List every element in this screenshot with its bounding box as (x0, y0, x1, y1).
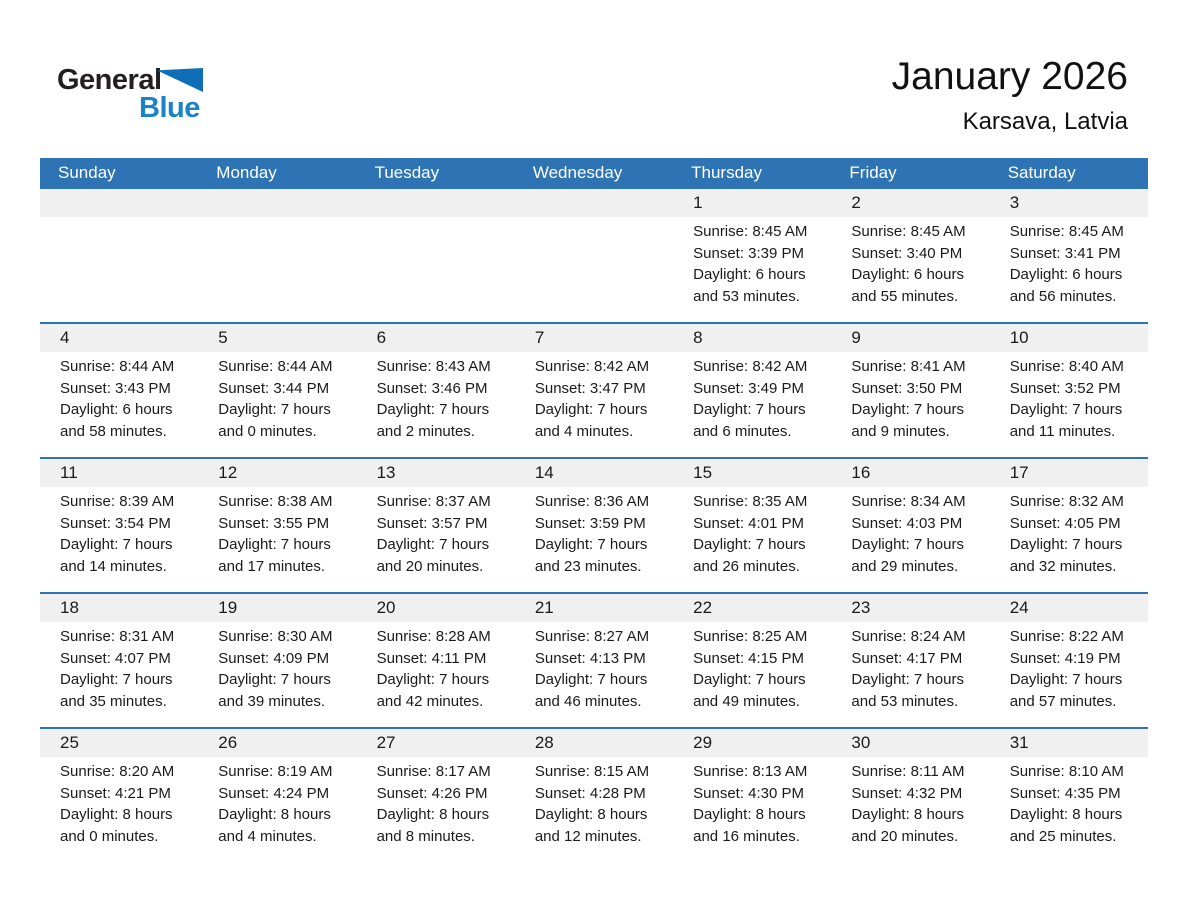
day-cell-details (357, 757, 515, 847)
day-cell-details (990, 352, 1148, 442)
sunrise-text: Sunrise: 8:42 AM (534, 358, 650, 375)
day-cell (198, 458, 356, 593)
day-cell (515, 593, 673, 728)
day-header-monday: Monday (198, 158, 356, 188)
day-number-band (831, 459, 989, 487)
day-number: 10 (1009, 328, 1029, 347)
day-cell-details (990, 757, 1148, 847)
day-number: 28 (534, 733, 554, 752)
day-number-band (40, 729, 198, 757)
day-number-band (357, 459, 515, 487)
day-number: 14 (534, 463, 554, 482)
daylight-text-line1: Daylight: 7 hours (534, 671, 648, 688)
day-header-wednesday: Wednesday (515, 158, 673, 188)
daylight-text-line2: and 53 minutes. (693, 287, 800, 305)
daylight-text-line2: and 42 minutes. (376, 692, 484, 710)
daylight-text-line1: Daylight: 8 hours (60, 806, 173, 823)
daylight-text-line1: Daylight: 7 hours (693, 536, 806, 553)
daylight-text-line1: Daylight: 7 hours (218, 536, 331, 553)
day-number-band (831, 729, 989, 757)
day-cell-details (515, 352, 673, 442)
sunset-text: Sunset: 4:26 PM (376, 784, 488, 802)
day-number: 13 (376, 463, 396, 482)
daylight-text-line2: and 9 minutes. (851, 422, 950, 440)
daylight-text-line2: and 6 minutes. (693, 422, 792, 440)
day-number: 27 (376, 733, 396, 752)
day-cell (673, 458, 831, 593)
sunrise-text: Sunrise: 8:31 AM (60, 628, 175, 645)
week-row (40, 323, 1148, 458)
sunset-text: Sunset: 3:47 PM (534, 379, 646, 397)
day-header-saturday: Saturday (990, 158, 1148, 188)
empty-day-cell (515, 188, 673, 323)
day-cell (40, 593, 198, 728)
sunset-text: Sunset: 3:59 PM (534, 514, 646, 532)
day-cell-details (673, 622, 831, 712)
page-title: January 2026 (891, 55, 1128, 98)
sunrise-text: Sunrise: 8:44 AM (218, 358, 333, 375)
daylight-text-line1: Daylight: 7 hours (1009, 401, 1123, 418)
daylight-text-line1: Daylight: 7 hours (376, 536, 490, 553)
daylight-text-line2: and 56 minutes. (1009, 287, 1117, 305)
sunset-text: Sunset: 3:46 PM (376, 379, 488, 397)
day-cell (357, 593, 515, 728)
day-number: 15 (693, 463, 713, 482)
daylight-text-line1: Daylight: 7 hours (1009, 671, 1123, 688)
day-number: 9 (851, 328, 861, 347)
day-cell (515, 458, 673, 593)
day-cell (357, 728, 515, 863)
day-cell-details (831, 352, 989, 442)
daylight-text-line1: Daylight: 8 hours (693, 806, 806, 823)
week-row (40, 188, 1148, 323)
daylight-text-line1: Daylight: 8 hours (376, 806, 490, 823)
daylight-text-line2: and 57 minutes. (1009, 692, 1117, 710)
daylight-text-line1: Daylight: 6 hours (1009, 266, 1123, 283)
day-cell (990, 458, 1148, 593)
sunrise-text: Sunrise: 8:36 AM (534, 493, 650, 510)
sunset-text: Sunset: 4:15 PM (693, 649, 805, 667)
sunset-text: Sunset: 4:09 PM (218, 649, 330, 667)
day-cell-details (40, 352, 198, 442)
sunrise-text: Sunrise: 8:35 AM (693, 493, 808, 510)
daylight-text-line2: and 14 minutes. (60, 557, 167, 575)
daylight-text-line1: Daylight: 7 hours (851, 401, 964, 418)
sunset-text: Sunset: 4:11 PM (376, 649, 487, 667)
day-cell-details (515, 487, 673, 577)
day-number-band (990, 459, 1148, 487)
day-cell-details (198, 217, 356, 221)
daylight-text-line2: and 46 minutes. (534, 692, 642, 710)
day-number-band (357, 594, 515, 622)
day-number-band (515, 594, 673, 622)
day-number: 19 (218, 598, 238, 617)
day-cell (990, 728, 1148, 863)
day-number-band (673, 324, 831, 352)
daylight-text-line1: Daylight: 7 hours (693, 401, 806, 418)
daylight-text-line1: Daylight: 7 hours (534, 536, 648, 553)
day-cell (831, 728, 989, 863)
sunset-text: Sunset: 4:35 PM (1009, 784, 1121, 802)
day-cell-details (515, 757, 673, 847)
day-number: 21 (534, 598, 554, 617)
day-number: 7 (534, 328, 545, 347)
sunrise-text: Sunrise: 8:24 AM (851, 628, 966, 645)
day-number-band (40, 324, 198, 352)
week-row (40, 593, 1148, 728)
day-cell (357, 458, 515, 593)
sunrise-text: Sunrise: 8:43 AM (376, 358, 491, 375)
day-cell-details (357, 352, 515, 442)
daylight-text-line1: Daylight: 8 hours (534, 806, 648, 823)
daylight-text-line1: Daylight: 7 hours (60, 536, 173, 553)
daylight-text-line2: and 20 minutes. (376, 557, 484, 575)
day-number: 24 (1009, 598, 1029, 617)
daylight-text-line1: Daylight: 7 hours (218, 401, 331, 418)
daylight-text-line2: and 4 minutes. (534, 422, 634, 440)
daylight-text-line2: and 8 minutes. (376, 827, 475, 845)
sunrise-text: Sunrise: 8:20 AM (60, 763, 175, 780)
daylight-text-line2: and 53 minutes. (851, 692, 959, 710)
day-cell (198, 728, 356, 863)
day-cell (831, 593, 989, 728)
day-cell (990, 593, 1148, 728)
day-cell-details (40, 217, 198, 221)
sunset-text: Sunset: 4:17 PM (851, 649, 963, 667)
week-row (40, 458, 1148, 593)
daylight-text-line2: and 2 minutes. (376, 422, 475, 440)
day-cell (673, 188, 831, 323)
day-number-band (515, 459, 673, 487)
day-cell-details (357, 622, 515, 712)
title-block (892, 55, 1128, 136)
sunset-text: Sunset: 4:32 PM (851, 784, 963, 802)
sunset-text: Sunset: 3:41 PM (1009, 244, 1121, 262)
day-cell-details (40, 622, 198, 712)
day-cell-details (198, 487, 356, 577)
sunrise-text: Sunrise: 8:10 AM (1009, 763, 1124, 780)
daylight-text-line2: and 0 minutes. (60, 827, 159, 845)
day-cell-details (831, 622, 989, 712)
daylight-text-line2: and 55 minutes. (851, 287, 959, 305)
day-number: 31 (1009, 733, 1029, 752)
day-cell (831, 323, 989, 458)
daylight-text-line2: and 4 minutes. (218, 827, 317, 845)
day-cell-details (673, 487, 831, 577)
day-number: 16 (851, 463, 871, 482)
sunset-text: Sunset: 3:52 PM (1009, 379, 1121, 397)
day-cell (990, 188, 1148, 323)
daylight-text-line2: and 25 minutes. (1009, 827, 1117, 845)
day-number-band (673, 189, 831, 217)
sunrise-text: Sunrise: 8:22 AM (1009, 628, 1124, 645)
day-number-band (198, 324, 356, 352)
day-cell-details (515, 622, 673, 712)
day-header-thursday: Thursday (673, 158, 831, 188)
sunrise-text: Sunrise: 8:42 AM (693, 358, 808, 375)
sunset-text: Sunset: 3:57 PM (376, 514, 488, 532)
sunset-text: Sunset: 4:01 PM (693, 514, 805, 532)
sunrise-text: Sunrise: 8:45 AM (1009, 223, 1124, 240)
sunset-text: Sunset: 4:30 PM (693, 784, 805, 802)
sunrise-text: Sunrise: 8:34 AM (851, 493, 966, 510)
day-cell-details (515, 217, 673, 221)
day-number-band (515, 729, 673, 757)
day-number: 20 (376, 598, 396, 617)
day-number-band (40, 459, 198, 487)
day-cell (40, 728, 198, 863)
day-number: 12 (218, 463, 238, 482)
day-cell (831, 188, 989, 323)
day-cell-details (357, 487, 515, 577)
sunrise-text: Sunrise: 8:30 AM (218, 628, 333, 645)
day-number-band (40, 189, 198, 217)
sunrise-text: Sunrise: 8:19 AM (218, 763, 333, 780)
daylight-text-line1: Daylight: 7 hours (693, 671, 806, 688)
day-number: 26 (218, 733, 238, 752)
day-number: 8 (693, 328, 703, 347)
day-cell-details (990, 622, 1148, 712)
week-row (40, 728, 1148, 863)
daylight-text-line2: and 23 minutes. (534, 557, 642, 575)
day-cell-details (990, 217, 1148, 307)
day-number: 17 (1009, 463, 1029, 482)
sunrise-text: Sunrise: 8:44 AM (60, 358, 175, 375)
sunrise-text: Sunrise: 8:15 AM (534, 763, 650, 780)
sunset-text: Sunset: 4:24 PM (218, 784, 330, 802)
day-number-band (40, 594, 198, 622)
calendar-table (40, 158, 1148, 863)
day-number-band (673, 459, 831, 487)
sunrise-text: Sunrise: 8:32 AM (1009, 493, 1124, 510)
daylight-text-line1: Daylight: 8 hours (218, 806, 331, 823)
day-number-band (673, 729, 831, 757)
sunrise-text: Sunrise: 8:39 AM (60, 493, 175, 510)
daylight-text-line2: and 20 minutes. (851, 827, 959, 845)
day-number: 30 (851, 733, 871, 752)
day-cell-details (673, 757, 831, 847)
logo-triangle-icon (157, 68, 203, 92)
daylight-text-line1: Daylight: 6 hours (60, 401, 173, 418)
day-cell-details (831, 757, 989, 847)
day-number: 4 (60, 328, 70, 347)
day-cell (515, 728, 673, 863)
day-cell (515, 323, 673, 458)
day-cell-details (357, 217, 515, 221)
sunset-text: Sunset: 3:40 PM (851, 244, 963, 262)
day-cell-details (40, 487, 198, 577)
sunset-text: Sunset: 4:03 PM (851, 514, 963, 532)
daylight-text-line2: and 39 minutes. (218, 692, 326, 710)
day-number-band (198, 189, 356, 217)
day-cell (357, 323, 515, 458)
daylight-text-line2: and 11 minutes. (1009, 422, 1116, 440)
daylight-text-line2: and 0 minutes. (218, 422, 317, 440)
sunset-text: Sunset: 4:07 PM (60, 649, 171, 667)
sunset-text: Sunset: 3:54 PM (60, 514, 171, 532)
daylight-text-line1: Daylight: 7 hours (376, 401, 490, 418)
daylight-text-line1: Daylight: 8 hours (1009, 806, 1123, 823)
sunset-text: Sunset: 3:43 PM (60, 379, 171, 397)
daylight-text-line2: and 58 minutes. (60, 422, 167, 440)
logo-text-general: General (57, 64, 162, 96)
day-number-band (990, 189, 1148, 217)
day-number-band (357, 189, 515, 217)
day-cell-details (831, 217, 989, 307)
sunrise-text: Sunrise: 8:25 AM (693, 628, 808, 645)
day-number-band (990, 594, 1148, 622)
empty-day-cell (357, 188, 515, 323)
daylight-text-line2: and 16 minutes. (693, 827, 800, 845)
day-cell (198, 323, 356, 458)
daylight-text-line1: Daylight: 7 hours (1009, 536, 1123, 553)
day-number-band (198, 729, 356, 757)
calendar-header-row (40, 158, 1148, 188)
sunrise-text: Sunrise: 8:41 AM (851, 358, 966, 375)
daylight-text-line1: Daylight: 7 hours (376, 671, 490, 688)
logo-text-blue: Blue (139, 92, 200, 124)
sunset-text: Sunset: 3:44 PM (218, 379, 330, 397)
day-number-band (831, 324, 989, 352)
sunset-text: Sunset: 4:28 PM (534, 784, 646, 802)
daylight-text-line2: and 49 minutes. (693, 692, 800, 710)
sunrise-text: Sunrise: 8:13 AM (693, 763, 808, 780)
day-number: 23 (851, 598, 871, 617)
day-number: 3 (1009, 193, 1020, 212)
sunset-text: Sunset: 3:50 PM (851, 379, 963, 397)
day-cell (990, 323, 1148, 458)
day-number-band (673, 594, 831, 622)
sunset-text: Sunset: 4:13 PM (534, 649, 646, 667)
day-header-sunday: Sunday (40, 158, 198, 188)
daylight-text-line2: and 35 minutes. (60, 692, 167, 710)
sunset-text: Sunset: 3:55 PM (218, 514, 330, 532)
day-number-band (198, 459, 356, 487)
day-number: 25 (60, 733, 79, 752)
daylight-text-line2: and 12 minutes. (534, 827, 642, 845)
empty-day-cell (40, 188, 198, 323)
day-cell-details (831, 487, 989, 577)
sunset-text: Sunset: 3:49 PM (693, 379, 805, 397)
daylight-text-line1: Daylight: 7 hours (218, 671, 331, 688)
day-cell-details (673, 217, 831, 307)
day-cell (673, 728, 831, 863)
day-cell (673, 323, 831, 458)
daylight-text-line1: Daylight: 7 hours (851, 536, 964, 553)
daylight-text-line1: Daylight: 7 hours (851, 671, 964, 688)
day-number-band (357, 324, 515, 352)
sunrise-text: Sunrise: 8:27 AM (534, 628, 650, 645)
daylight-text-line1: Daylight: 8 hours (851, 806, 964, 823)
daylight-text-line1: Daylight: 7 hours (60, 671, 173, 688)
day-number-band (198, 594, 356, 622)
daylight-text-line2: and 29 minutes. (851, 557, 959, 575)
daylight-text-line2: and 26 minutes. (693, 557, 800, 575)
day-header-tuesday: Tuesday (357, 158, 515, 188)
day-cell-details (673, 352, 831, 442)
daylight-text-line2: and 32 minutes. (1009, 557, 1117, 575)
sunrise-text: Sunrise: 8:45 AM (693, 223, 808, 240)
day-number-band (515, 324, 673, 352)
day-number-band (990, 324, 1148, 352)
day-number: 29 (693, 733, 713, 752)
day-number: 22 (693, 598, 713, 617)
empty-day-cell (198, 188, 356, 323)
day-cell-details (990, 487, 1148, 577)
page-subtitle: Karsava, Latvia (962, 108, 1128, 135)
day-cell-details (198, 352, 356, 442)
day-number: 1 (693, 193, 703, 212)
day-number-band (831, 189, 989, 217)
sunrise-text: Sunrise: 8:28 AM (376, 628, 491, 645)
day-number-band (357, 729, 515, 757)
day-number-band (515, 189, 673, 217)
sunrise-text: Sunrise: 8:45 AM (851, 223, 966, 240)
sunset-text: Sunset: 3:39 PM (693, 244, 805, 262)
day-number-band (831, 594, 989, 622)
day-number-band (990, 729, 1148, 757)
sunrise-text: Sunrise: 8:17 AM (376, 763, 491, 780)
day-number: 2 (851, 193, 861, 212)
day-number: 6 (376, 328, 387, 347)
day-number: 18 (60, 598, 79, 617)
day-header-friday: Friday (831, 158, 989, 188)
day-cell (198, 593, 356, 728)
sunset-text: Sunset: 4:05 PM (1009, 514, 1121, 532)
day-cell-details (40, 757, 198, 847)
daylight-text-line1: Daylight: 6 hours (693, 266, 806, 283)
sunset-text: Sunset: 4:19 PM (1009, 649, 1121, 667)
sunset-text: Sunset: 4:21 PM (60, 784, 171, 802)
sunrise-text: Sunrise: 8:38 AM (218, 493, 333, 510)
day-number: 11 (60, 463, 78, 482)
calendar-body (40, 188, 1148, 863)
day-cell (831, 458, 989, 593)
day-cell (40, 458, 198, 593)
daylight-text-line2: and 17 minutes. (218, 557, 326, 575)
day-cell-details (198, 622, 356, 712)
daylight-text-line1: Daylight: 7 hours (534, 401, 648, 418)
general-blue-logo (57, 62, 257, 132)
day-number: 5 (218, 328, 228, 347)
daylight-text-line1: Daylight: 6 hours (851, 266, 964, 283)
sunrise-text: Sunrise: 8:37 AM (376, 493, 491, 510)
day-cell (673, 593, 831, 728)
sunrise-text: Sunrise: 8:11 AM (851, 763, 965, 780)
day-cell-details (198, 757, 356, 847)
day-cell (40, 323, 198, 458)
sunrise-text: Sunrise: 8:40 AM (1009, 358, 1124, 375)
